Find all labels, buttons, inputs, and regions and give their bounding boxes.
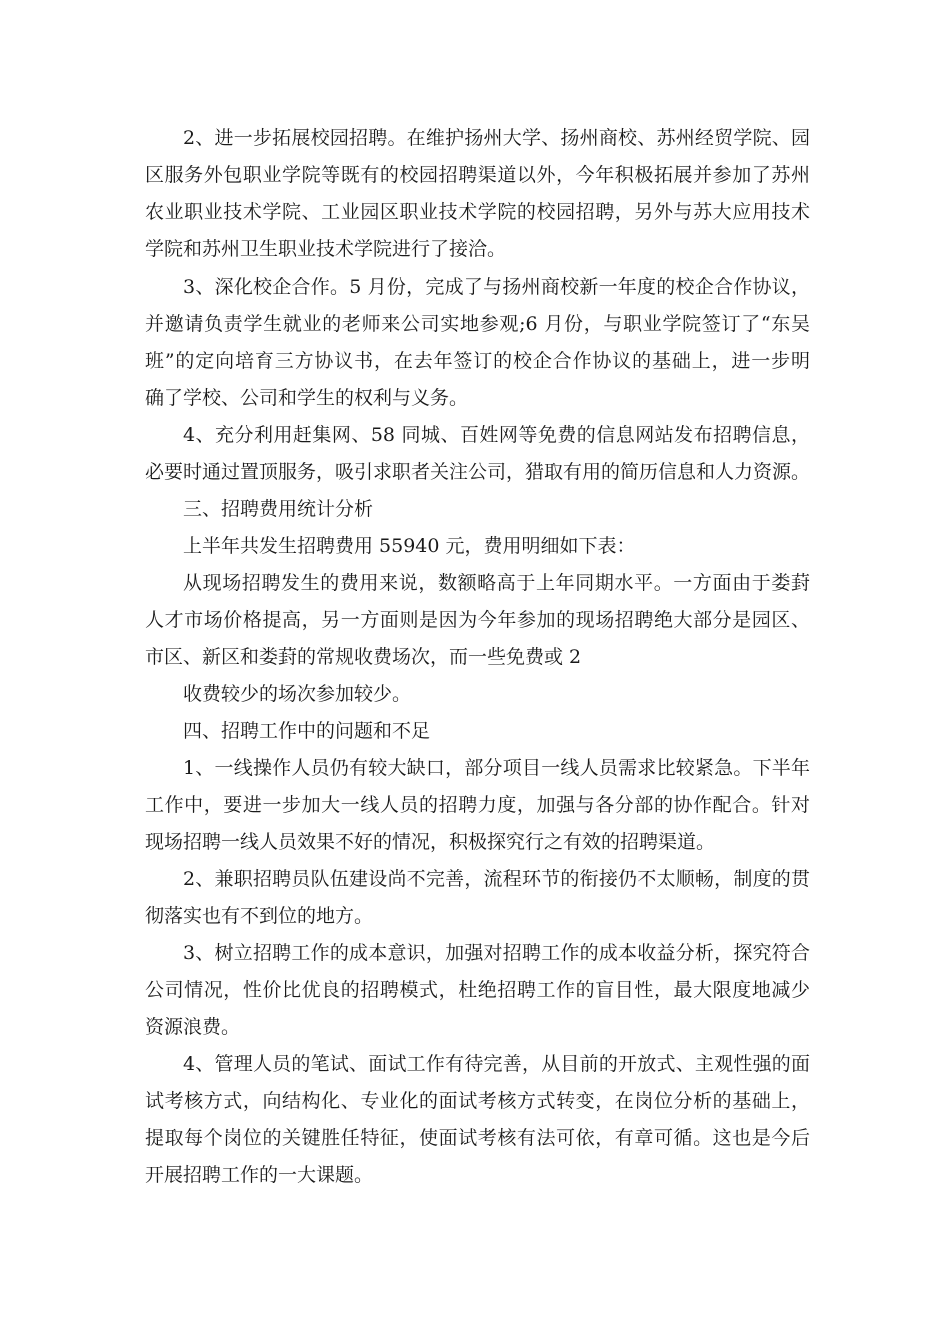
paragraph-line: 1、一线操作人员仍有较大缺口，部分项目一线人员需求比较紧急。下半年: [183, 757, 810, 779]
paragraph-line: 班”的定向培育三方协议书，在去年签订的校企合作协议的基础上，进一步明: [145, 350, 810, 372]
paragraph-line: 试考核方式，向结构化、专业化的面试考核方式转变，在岗位分析的基础上，: [145, 1090, 810, 1112]
paragraph-line: 现场招聘一线人员效果不好的情况，积极探究行之有效的招聘渠道。: [145, 831, 716, 853]
paragraph-line: 必要时通过置顶服务，吸引求职者关注公司，猎取有用的简历信息和人力资源。: [145, 461, 811, 483]
paragraph-line: 学院和苏州卫生职业技术学院进行了接洽。: [145, 238, 507, 260]
paragraph-line: 人才市场价格提高，另一方面则是因为今年参加的现场招聘绝大部分是园区、: [145, 609, 810, 631]
paragraph-line: 3、树立招聘工作的成本意识，加强对招聘工作的成本收益分析，探究符合: [183, 942, 810, 964]
paragraph-line: 确了学校、公司和学生的权利与义务。: [145, 387, 469, 409]
paragraph-line: 市区、新区和娄葑的常规收费场次，而一些免费或 2: [145, 646, 582, 668]
paragraph-line: 开展招聘工作的一大课题。: [145, 1164, 374, 1186]
paragraph-line: 收费较少的场次参加较少。: [183, 683, 412, 705]
paragraph-line: 农业职业技术学院、工业园区职业技术学院的校园招聘，另外与苏大应用技术: [145, 201, 810, 223]
paragraph-line: 彻落实也有不到位的地方。: [145, 905, 374, 927]
paragraph-line: 公司情况，性价比优良的招聘模式，杜绝招聘工作的盲目性，最大限度地减少: [145, 979, 810, 1001]
section-heading: 三、招聘费用统计分析: [183, 498, 374, 520]
paragraph-line: 区服务外包职业学院等既有的校园招聘渠道以外，今年积极拓展并参加了苏州: [145, 164, 810, 186]
paragraph-line: 资源浪费。: [145, 1016, 241, 1038]
paragraph-line: 2、兼职招聘员队伍建设尚不完善，流程环节的衔接仍不太顺畅，制度的贯: [183, 868, 810, 890]
paragraph-line: 4、充分利用赶集网、58 同城、百姓网等免费的信息网站发布招聘信息，: [183, 424, 810, 446]
paragraph-line: 提取每个岗位的关键胜任特征，使面试考核有法可依，有章可循。这也是今后: [145, 1127, 810, 1149]
paragraph-line: 3、深化校企合作。5 月份，完成了与扬州商校新一年度的校企合作协议，: [183, 276, 810, 298]
paragraph-line: 上半年共发生招聘费用 55940 元，费用明细如下表：: [183, 535, 636, 557]
paragraph-line: 2、进一步拓展校园招聘。在维护扬州大学、扬州商校、苏州经贸学院、园: [183, 127, 810, 149]
paragraph-line: 并邀请负责学生就业的老师来公司实地参观;6 月份，与职业学院签订了“东吴: [145, 313, 810, 335]
paragraph-line: 从现场招聘发生的费用来说，数额略高于上年同期水平。一方面由于娄葑: [183, 572, 810, 594]
paragraph-line: 4、管理人员的笔试、面试工作有待完善，从目前的开放式、主观性强的面: [183, 1053, 810, 1075]
paragraph-line: 工作中，要进一步加大一线人员的招聘力度，加强与各分部的协作配合。针对: [145, 794, 810, 816]
section-heading: 四、招聘工作中的问题和不足: [183, 720, 431, 742]
